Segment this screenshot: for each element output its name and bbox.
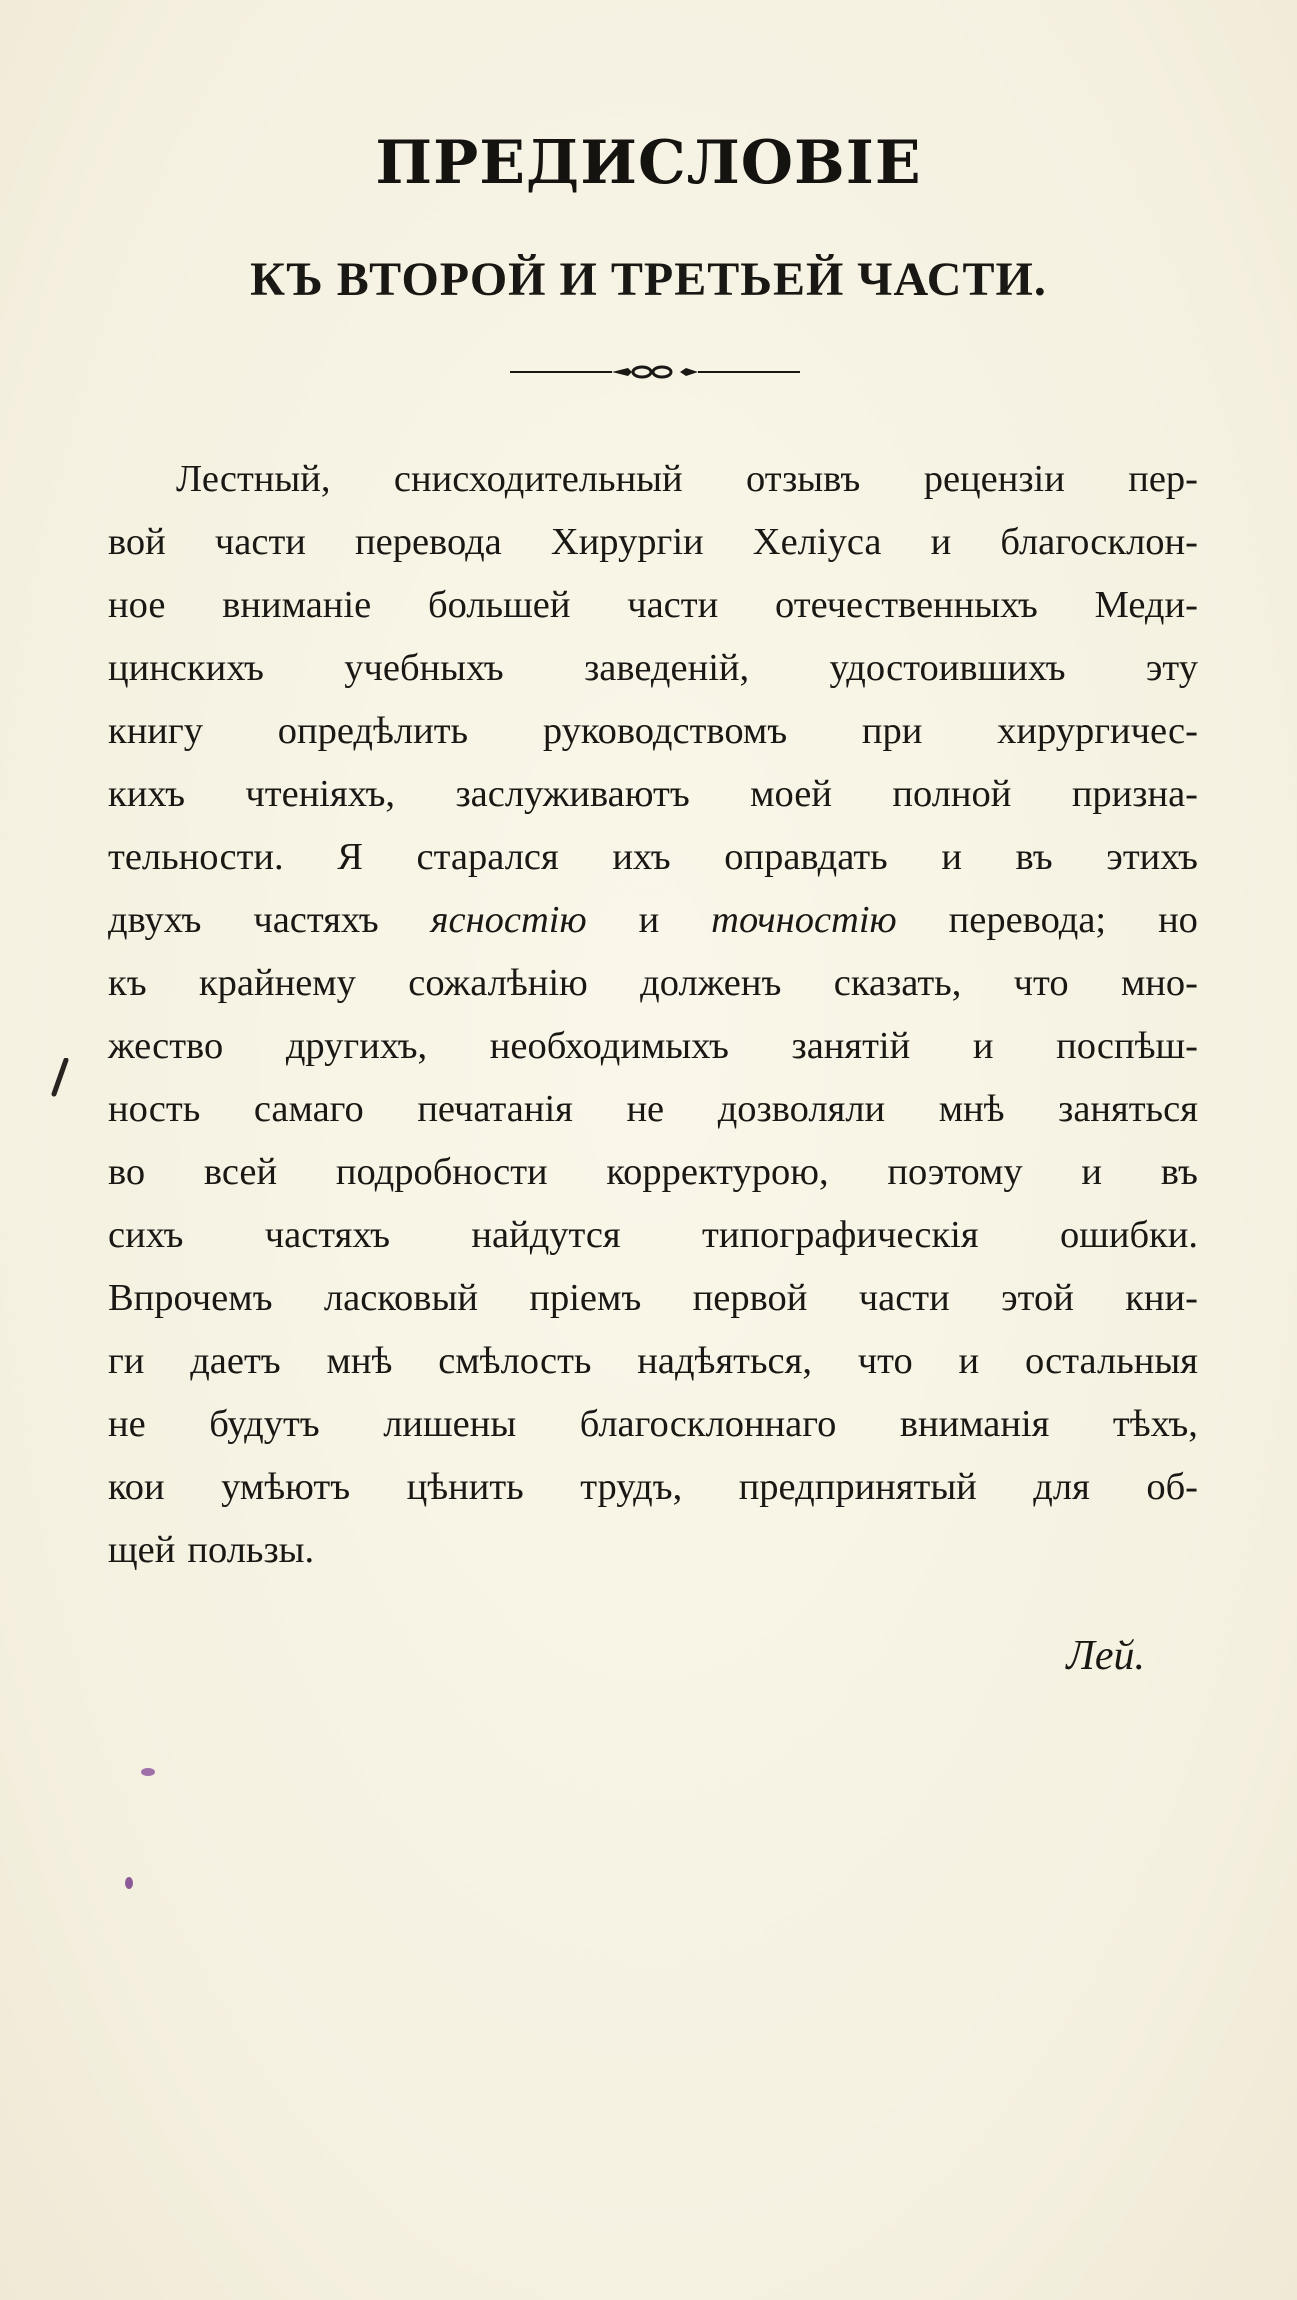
preface-body [108,448,1198,1582]
text-word: во [108,1151,146,1193]
text-word: полной [892,773,1012,815]
text-line [108,448,1198,511]
text-word: части [858,1277,950,1319]
ornament-divider [510,362,800,382]
text-word: заняться [1058,1088,1198,1130]
text-word: другихъ, [285,1025,428,1067]
text-line [108,826,1198,889]
text-word: что [1013,962,1069,1004]
text-word: въ [1160,1151,1198,1193]
text-word: Меди- [1094,584,1198,626]
text-word: кихъ [108,773,185,815]
text-word: пріемъ [529,1277,642,1319]
text-word: перевода; [948,899,1107,941]
text-word: даетъ [190,1340,281,1382]
text-line [108,1015,1198,1078]
text-word: самаго [253,1088,364,1130]
text-word: жество [108,1025,224,1067]
text-word: и [930,521,952,563]
text-word: умѣютъ [221,1466,351,1508]
text-word: опредѣлить [277,710,469,752]
text-word: сихъ [108,1214,184,1256]
text-word: не [626,1088,665,1130]
text-word: смѣлость [438,1340,592,1382]
text-word: въ [1015,836,1053,878]
text-word: всей [203,1151,278,1193]
text-word: эту [1145,647,1198,689]
text-line [108,637,1198,700]
text-word: занятій [791,1025,911,1067]
text-word: поэтому [887,1151,1023,1193]
text-word: необходимыхъ [489,1025,729,1067]
text-line [108,511,1198,574]
text-word: дозволяли [717,1088,886,1130]
text-word: и [972,1025,994,1067]
text-word: Хирургіи [550,521,704,563]
text-word: мнѣ [326,1340,393,1382]
text-word: благосклон- [1000,521,1198,563]
text-word: учебныхъ [344,647,504,689]
text-line [108,1078,1198,1141]
text-word: и [638,899,660,941]
text-word: чтеніяхъ, [245,773,396,815]
text-line [108,889,1198,952]
text-word: части [627,584,719,626]
text-line [108,952,1198,1015]
text-word: предпринятый [738,1466,977,1508]
page-title: ПРЕДИСЛОВІЕ [375,128,922,198]
text-word: лишены [383,1403,517,1445]
text-word: рецензіи [923,458,1065,500]
text-word: частяхъ [264,1214,391,1256]
text-word: вой [108,521,166,563]
text-line [108,1393,1198,1456]
text-word: моей [750,773,832,815]
text-line [108,1519,1198,1582]
text-word: печатанія [417,1088,573,1130]
text-word: надѣяться, [637,1340,812,1382]
margin-pencil-mark [48,1058,72,1098]
text-word: об- [1146,1466,1198,1508]
ink-stain [138,1766,158,1778]
text-word: типографическія [702,1214,979,1256]
text-word: цѣнить [406,1466,524,1508]
text-word: отечественныхъ [775,584,1038,626]
text-word: старался [416,836,559,878]
text-line [108,1267,1198,1330]
text-line [108,1204,1198,1267]
text-word: при [861,710,923,752]
text-word: этихъ [1106,836,1198,878]
text-word: большей [427,584,571,626]
text-word: первой [692,1277,808,1319]
text-word: отзывъ [746,458,861,500]
text-word: Я [337,836,363,878]
text-word: оправдать [724,836,888,878]
text-word: трудъ, [580,1466,683,1508]
text-word: хирургичес- [997,710,1198,752]
text-word: для [1033,1466,1090,1508]
text-word: перевода [355,521,502,563]
text-word: остальныя [1024,1340,1198,1382]
text-word: заведеній, [584,647,750,689]
text-word: тѣхъ, [1112,1403,1198,1445]
text-word: къ [108,962,147,1004]
text-line [108,1456,1198,1519]
text-line [108,700,1198,763]
text-word: корректурою, [606,1151,829,1193]
text-word: ошибки. [1059,1214,1198,1256]
text-word: и [941,836,962,878]
text-word: ласковый [323,1277,478,1319]
text-word: пер- [1128,458,1198,500]
text-word: и [958,1340,980,1382]
text-word: ное [108,584,166,626]
text-word: пользы. [187,1529,315,1571]
text-word: долженъ [640,962,782,1004]
text-word: сожалѣнію [408,962,588,1004]
text-line [108,763,1198,826]
ink-stain [122,1874,136,1892]
text-word: этой [1001,1277,1074,1319]
text-word: заслуживаютъ [455,773,690,815]
text-word: снисходительный [393,458,683,500]
text-word: будутъ [209,1403,320,1445]
page-subtitle: КЪ ВТОРОЙ И ТРЕТЬЕЙ ЧАСТИ. [250,253,1047,306]
text-word: мнѣ [938,1088,1005,1130]
text-word: найдутся [471,1214,621,1256]
text-word: поспѣш- [1056,1025,1198,1067]
text-word: руководствомъ [542,710,788,752]
text-word: мно- [1120,962,1198,1004]
text-word: вниманіе [222,584,372,626]
text-word: ихъ [612,836,671,878]
signature: Лей. [1066,1633,1145,1679]
text-word: Впрочемъ [108,1277,273,1319]
text-word: тельности. [108,836,284,878]
text-word: Хеліуса [752,521,882,563]
text-word: кои [108,1466,165,1508]
text-word: точностію [711,899,897,941]
text-word: крайнему [198,962,356,1004]
text-word: что [857,1340,913,1382]
text-word: не [108,1403,146,1445]
text-word: двухъ [108,899,202,941]
text-word: ги [108,1340,145,1382]
text-word: и [1081,1151,1103,1193]
text-word: частяхъ [253,899,379,941]
text-word: удостоившихъ [829,647,1066,689]
text-word: щей [108,1529,176,1571]
text-word: цинскихъ [108,647,264,689]
text-line [108,1330,1198,1393]
text-word: вниманія [899,1403,1050,1445]
text-word: книгу [108,710,203,752]
text-word: но [1158,899,1198,941]
text-word: благосклоннаго [579,1403,837,1445]
text-word: части [214,521,306,563]
text-word: ность [108,1088,201,1130]
text-word: подробности [335,1151,548,1193]
text-line [108,1141,1198,1204]
text-word: призна- [1071,773,1198,815]
text-word: ясностію [430,899,587,941]
text-word: кни- [1125,1277,1198,1319]
text-line [108,574,1198,637]
text-word: Лестный, [176,458,331,500]
text-word: сказать, [833,962,962,1004]
